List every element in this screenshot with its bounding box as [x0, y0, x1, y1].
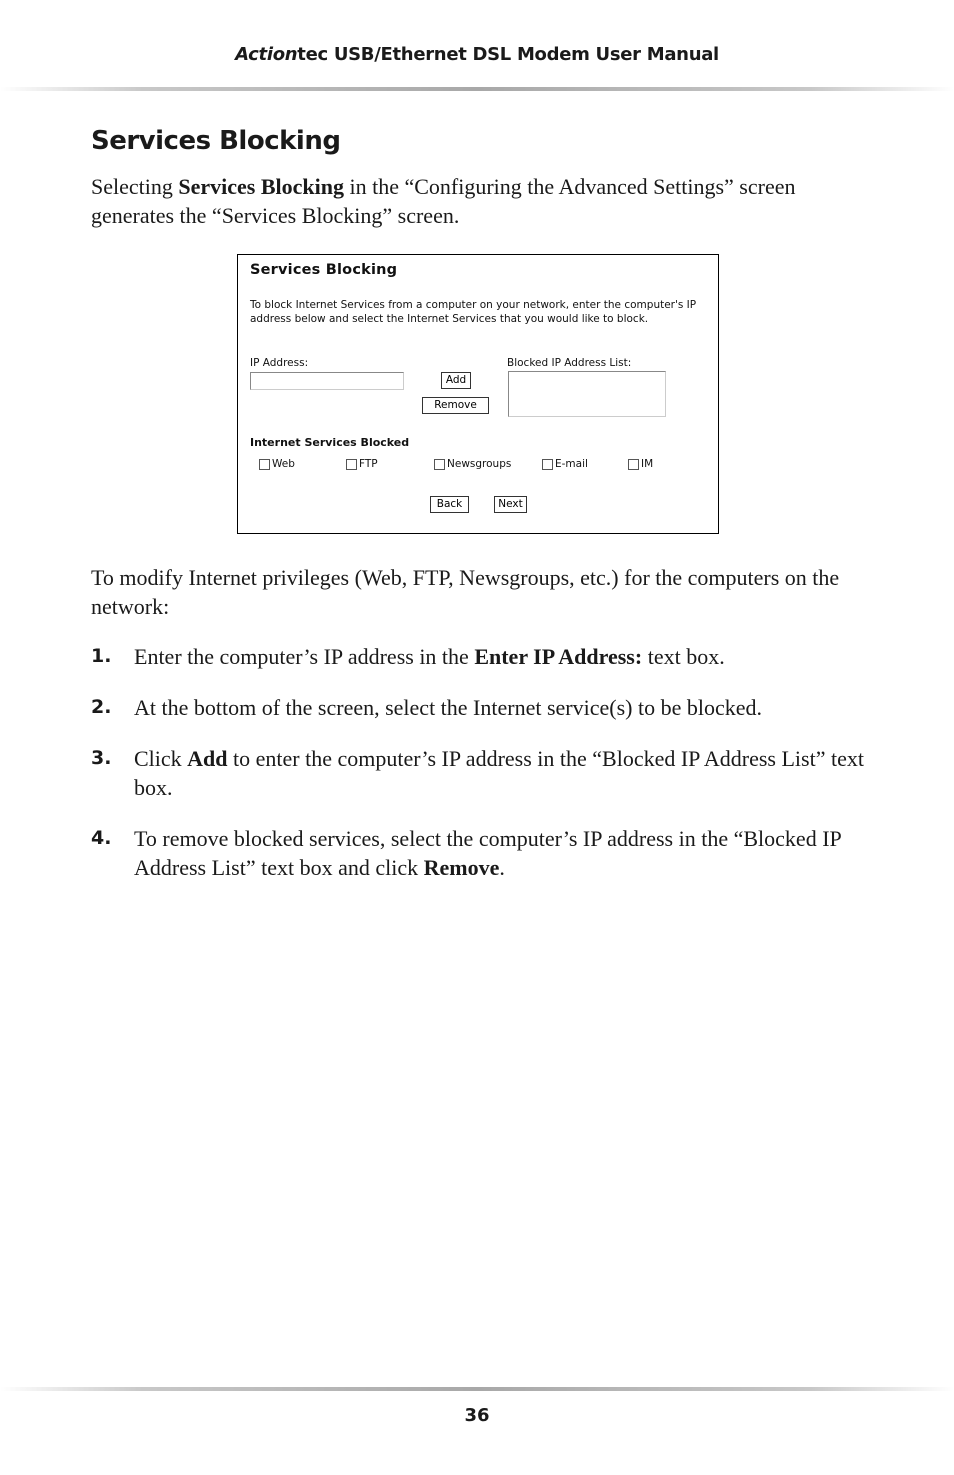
checkbox-icon[interactable]: [346, 459, 357, 470]
instruction-steps: [91, 642, 871, 904]
manual-header: [0, 44, 954, 65]
header-brand: Action: [235, 44, 298, 65]
step-number: 2.: [91, 696, 112, 718]
step-text: Click: [134, 746, 188, 771]
service-label: FTP: [359, 458, 378, 470]
step-bold: Add: [187, 746, 228, 771]
checkbox-icon[interactable]: [628, 459, 639, 470]
page-number: 36: [464, 1405, 490, 1426]
step-number: 4.: [91, 827, 112, 849]
step-text-end: .: [499, 855, 505, 880]
ip-address-input[interactable]: [250, 372, 404, 390]
step-item: [91, 642, 871, 671]
back-button[interactable]: Back: [430, 496, 469, 513]
add-button[interactable]: Add: [441, 372, 471, 389]
service-label: Newsgroups: [447, 458, 512, 470]
step-text-end: to enter the computer’s IP address in the “Blocked IP Address List” text box.: [134, 746, 864, 800]
step-text: Enter the computer’s IP address in the: [134, 644, 475, 669]
checkbox-icon[interactable]: [434, 459, 445, 470]
service-label: IM: [641, 458, 654, 470]
step-item: [91, 824, 871, 882]
step-bold: Remove: [423, 855, 500, 880]
remove-button[interactable]: Remove: [422, 397, 489, 414]
service-label: Web: [272, 458, 295, 470]
step-item: [91, 693, 871, 722]
service-checkbox-email[interactable]: [542, 458, 588, 470]
blocked-list-label: Blocked IP Address List:: [507, 357, 632, 369]
intro-post: in the “Configuring the Advanced Settings” screen generates the “Services Blocking” screen.: [91, 174, 796, 228]
header-rule: [0, 87, 954, 91]
service-checkbox-ftp[interactable]: [346, 458, 378, 470]
footer-rule: [0, 1387, 954, 1391]
service-label: E-mail: [555, 458, 588, 470]
step-item: [91, 744, 871, 802]
modify-paragraph: To modify Internet privileges (Web, FTP, Newsgroups, etc.) for the computers on the network:: [91, 565, 840, 619]
services-blocked-title: Internet Services Blocked: [250, 436, 410, 449]
figure-description: To block Internet Services from a computer on your network, enter the computer's IP address below and select the Internet Services that you would like to block.: [250, 299, 697, 325]
intro-paragraph: [91, 172, 866, 230]
step-number: 1.: [91, 645, 112, 667]
step-text: To remove blocked services, select the computer’s IP address in the “Blocked IP Address List” text box and click: [134, 826, 841, 880]
step-text-end: text box.: [642, 644, 725, 669]
checkbox-icon[interactable]: [259, 459, 270, 470]
step-number: 3.: [91, 747, 112, 769]
ip-address-label: IP Address:: [250, 357, 309, 369]
intro-bold: Services Blocking: [178, 174, 344, 199]
step-bold: Enter IP Address:: [474, 644, 643, 669]
header-title: tec USB/Ethernet DSL Modem User Manual: [297, 44, 719, 65]
blocked-ip-list[interactable]: [508, 371, 666, 417]
next-button[interactable]: Next: [494, 496, 527, 513]
checkbox-icon[interactable]: [542, 459, 553, 470]
intro-pre: Selecting: [91, 174, 179, 199]
service-checkbox-im[interactable]: [628, 458, 653, 470]
service-checkbox-newsgroups[interactable]: [434, 458, 511, 470]
section-title: Services Blocking: [91, 126, 341, 156]
services-blocking-screenshot: [237, 254, 719, 534]
step-text: At the bottom of the screen, select the Internet service(s) to be blocked.: [134, 695, 762, 720]
service-checkbox-web[interactable]: [259, 458, 295, 470]
figure-title: Services Blocking: [250, 262, 398, 278]
